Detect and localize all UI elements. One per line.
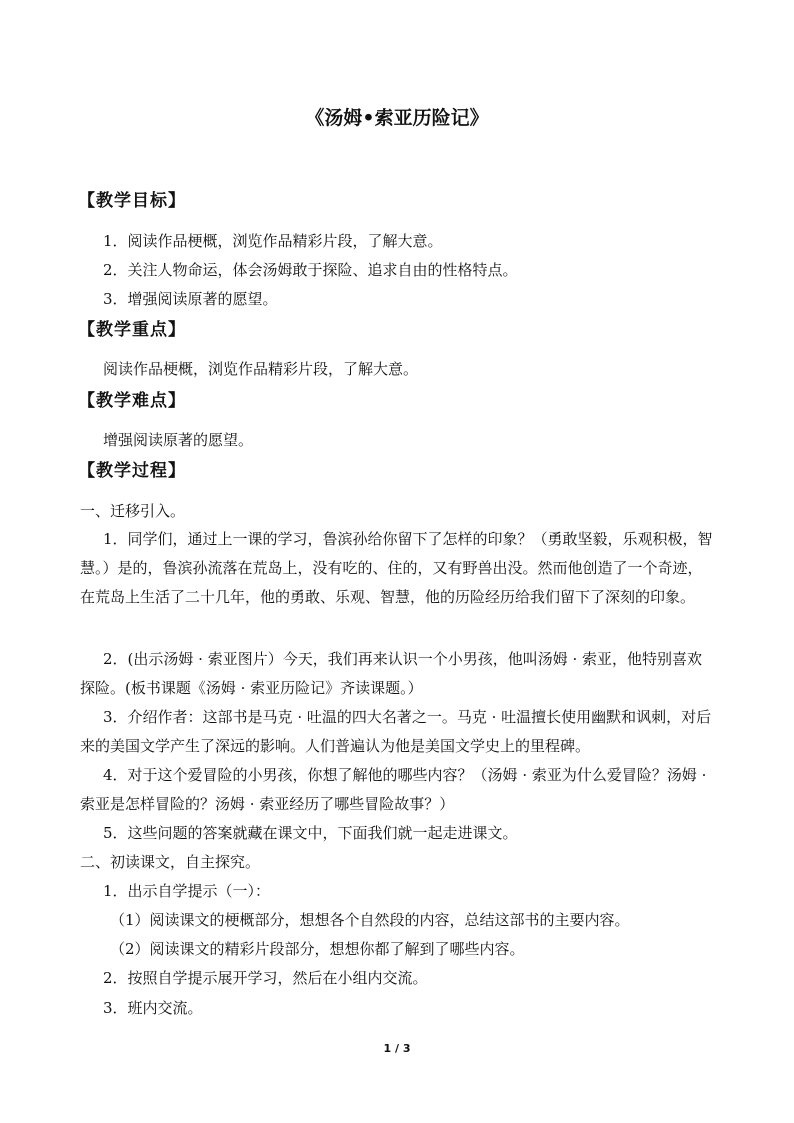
difficulties-text: 增强阅读原著的愿望。 <box>103 431 254 449</box>
process-part1-item-1: 1．同学们，通过上一课的学习，鲁滨孙给你留下了怎样的印象？（勇敢坚毅，乐观积极，智慧。）是的，鲁滨孙流落在荒岛上，没有吃的、住的，又有野兽出没。然而他创造了一个奇迹，在荒岛上生活了二十几年，他的勇敢、乐观、智慧，他的历险经历给我们留下了深刻的印象。 <box>80 530 713 606</box>
page-number: 1 / 3 <box>383 1042 411 1055</box>
process-part2-step2: 2．按照自学提示展开学习，然后在小组内交流。 <box>103 969 428 987</box>
process-part1-item-4: 4．对于这个爱冒险的小男孩，你想了解他的哪些内容？（汤姆 · 索亚为什么爱冒险？汤姆 · 索亚是怎样冒险的？汤姆 · 索亚经历了哪些冒险故事？） <box>80 766 707 813</box>
goal-item-1: 1．阅读作品梗概，浏览作品精彩片段，了解大意。 <box>103 232 443 250</box>
process-part2-sub-2: （2）阅读课文的精彩片段部分，想想你都了解到了哪些内容。 <box>110 940 525 958</box>
process-part2-step3: 3．班内交流。 <box>103 999 203 1017</box>
section-heading-process: 【教学过程】 <box>78 461 186 481</box>
document-title: 《汤姆•索亚历险记》 <box>305 107 489 129</box>
section-heading-goals: 【教学目标】 <box>78 191 186 211</box>
key-points-text: 阅读作品梗概，浏览作品精彩片段，了解大意。 <box>103 360 419 378</box>
section-heading-difficulties: 【教学难点】 <box>78 391 186 411</box>
goal-item-3: 3．增强阅读原著的愿望。 <box>103 290 278 308</box>
process-part2-sub-1: （1）阅读课文的梗概部分，想想各个自然段的内容，总结这部书的主要内容。 <box>110 911 630 929</box>
process-part1-item-2: 2．(出示汤姆 · 索亚图片）今天，我们再来认识一个小男孩，他叫汤姆 · 索亚，他特别喜欢探险。(板书课题《汤姆 · 索亚历险记》齐读课题。） <box>80 650 703 697</box>
process-part2-step1: 1．出示自学提示（一）： <box>103 882 271 900</box>
process-part2-title: 二、初读课文，自主探究。 <box>80 853 261 871</box>
process-part1-title: 一、迁移引入。 <box>80 502 186 520</box>
process-part1-item-5: 5．这些问题的答案就藏在课文中，下面我们就一起走进课文。 <box>103 824 518 842</box>
process-part1-item-3: 3．介绍作者：这部书是马克 · 吐温的四大名著之一。马克 · 吐温擅长使用幽默和讽刺，对后来的美国文学产生了深远的影响。人们普遍认为他是美国文学史上的里程碑。 <box>80 708 712 755</box>
section-heading-key-points: 【教学重点】 <box>78 320 186 340</box>
goal-item-2: 2．关注人物命运，体会汤姆敢于探险、追求自由的性格特点。 <box>103 261 518 279</box>
